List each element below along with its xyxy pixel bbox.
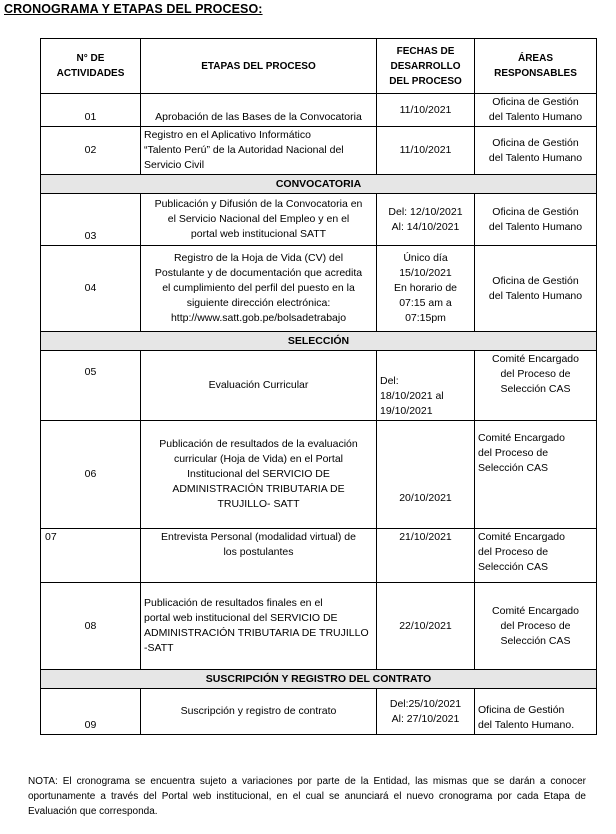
row-date: 11/10/2021: [377, 127, 475, 175]
row-area: Comité Encargado del Proceso de Selección CAS: [475, 529, 597, 583]
row-area: Comité Encargado del Proceso de Selección CAS: [475, 421, 597, 529]
section-label: CONVOCATORIA: [41, 175, 597, 194]
header-num: N° DE ACTIVIDADES: [41, 39, 141, 94]
row-num: 02: [41, 127, 141, 175]
section-label: SELECCIÓN: [41, 332, 597, 351]
row-num: 08: [41, 583, 141, 670]
row-stage: Publicación y Difusión de la Convocatoria en el Servicio Nacional del Empleo y en el portal web institucional SATT: [141, 194, 377, 246]
row-stage: Publicación de resultados de la evaluación curricular (Hoja de Vida) en el Portal Institucional del SERVICIO DE ADMINISTRACIÓN TRIBUTARIA DE TRUJILLO- SATT: [141, 421, 377, 529]
header-areas: ÁREAS RESPONSABLES: [475, 39, 597, 94]
row-stage: Evaluación Curricular: [141, 351, 377, 421]
table-row: [41, 583, 597, 670]
table-row: [41, 194, 597, 246]
section-row: [41, 175, 597, 194]
section-row: [41, 670, 597, 689]
row-date: 11/10/2021: [377, 94, 475, 127]
row-stage: Publicación de resultados finales en el portal web institucional del SERVICIO DE ADMINISTRACIÓN TRIBUTARIA DE TRUJILLO -SATT: [141, 583, 377, 670]
row-stage: Aprobación de las Bases de la Convocatoria: [141, 94, 377, 127]
table-row: [41, 246, 597, 332]
table-row: [41, 127, 597, 175]
row-area: Comité Encargado del Proceso de Selección CAS: [475, 351, 597, 421]
row-area: Oficina de Gestión del Talento Humano: [475, 194, 597, 246]
section-row: [41, 332, 597, 351]
row-stage: Suscripción y registro de contrato: [141, 689, 377, 735]
row-area: Oficina de Gestión del Talento Humano: [475, 94, 597, 127]
row-num: 05: [41, 351, 141, 421]
row-date: Del: 18/10/2021 al 19/10/2021: [377, 351, 475, 421]
row-num: 09: [41, 689, 141, 735]
row-date: 21/10/2021: [377, 529, 475, 583]
table-row: [41, 529, 597, 583]
row-stage: Registro en el Aplicativo Informático “Talento Perú” de la Autoridad Nacional del Servicio Civil: [141, 127, 377, 175]
table-row: [41, 351, 597, 421]
row-num: 06: [41, 421, 141, 529]
row-num: 03: [41, 194, 141, 246]
row-num: 01: [41, 94, 141, 127]
footnote: NOTA: El cronograma se encuentra sujeto a variaciones por parte de la Entidad, las mismas que se darán a conocer oportunamente a través del Portal web institucional, en el cual se anunciará el nuevo cronograma por cada Etapa de Evaluación que corresponda.: [28, 776, 586, 817]
row-date: Del:25/10/2021 Al: 27/10/2021: [377, 689, 475, 735]
header-dates: FECHAS DE DESARROLLO DEL PROCESO: [377, 39, 475, 94]
row-num: 04: [41, 246, 141, 332]
row-area: Oficina de Gestión del Talento Humano: [475, 246, 597, 332]
row-area: Oficina de Gestión del Talento Humano: [475, 127, 597, 175]
section-label: SUSCRIPCIÓN Y REGISTRO DEL CONTRATO: [41, 670, 597, 689]
row-num: 07: [41, 529, 141, 583]
row-date: Del: 12/10/2021 Al: 14/10/2021: [377, 194, 475, 246]
row-stage: Entrevista Personal (modalidad virtual) de los postulantes: [141, 529, 377, 583]
row-date: Único día 15/10/2021 En horario de 07:15 am a 07:15pm: [377, 246, 475, 332]
row-area: Comité Encargado del Proceso de Selección CAS: [475, 583, 597, 670]
row-date: 22/10/2021: [377, 583, 475, 670]
row-area: Oficina de Gestión del Talento Humano.: [475, 689, 597, 735]
table-row: [41, 421, 597, 529]
document-title: CRONOGRAMA Y ETAPAS DEL PROCESO:: [4, 2, 263, 16]
header-stage: ETAPAS DEL PROCESO: [141, 39, 377, 94]
schedule-table: [40, 38, 597, 735]
table-row: [41, 689, 597, 735]
row-date: 20/10/2021: [377, 421, 475, 529]
table-row: [41, 94, 597, 127]
row-stage: Registro de la Hoja de Vida (CV) del Postulante y de documentación que acredita el cumplimiento del perfil del puesto en la siguiente dirección electrónica: http://www.satt.gob.pe/bolsadetrabajo: [141, 246, 377, 332]
